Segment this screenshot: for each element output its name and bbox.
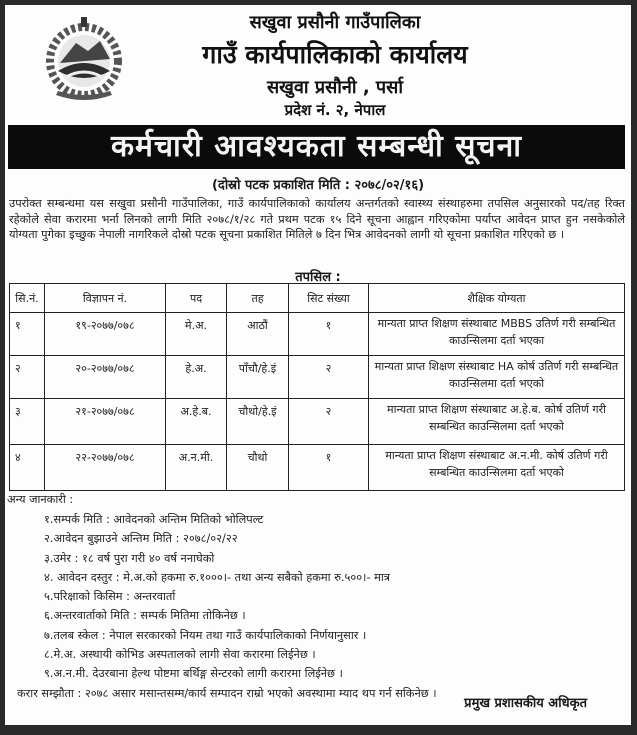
info-item-salary: ७.तलब स्केल : नेपाल सरकारको नियम तथा गाउँ कार्यपालिकाको निर्णयानुसार । bbox=[44, 628, 367, 642]
cell-advertisement-no: २०-२०७७/०७८ bbox=[45, 356, 166, 399]
cell-post: हे.अ. bbox=[166, 356, 227, 399]
contract-terms: करार सम्झौता : २०७८ असार मसान्तसम्म/कार्य सम्पादन राम्रो भएको अवस्थामा म्याद थप गर्न सकिनेछ । bbox=[17, 686, 437, 700]
publication-date: (दोस्रो पटक प्रकाशित मिति : २०७८/०२/१६) bbox=[211, 178, 425, 193]
col-header-advertisement-no: विज्ञापन नं. bbox=[45, 284, 166, 313]
table-row bbox=[10, 313, 625, 356]
col-header-qualification: शैक्षिक योग्यता bbox=[369, 284, 625, 313]
cell-qualification: मान्यता प्राप्त शिक्षण संस्थाबाट HA कोर्ष उतिर्ण गरी सम्बन्धित काउन्सिलमा दर्ता भएको bbox=[369, 356, 625, 399]
info-item-contact-date: १.सम्पर्क मिति : आवेदनको अन्तिम मितिको भोलिपल्ट bbox=[44, 513, 264, 526]
info-item-covid-hospital: ८.मे.अ. अस्थायी कोभिड अस्पतालको लागी सेवा करारमा लिईनेछ । bbox=[44, 648, 316, 662]
info-item-fee: ४. आवेदन दस्तुर : मे.अ.को हकमा रु.१०००।- तथा अन्य सबैको हकमा रु.५००।- मात्र bbox=[44, 570, 391, 584]
cell-seats: १ bbox=[289, 445, 369, 491]
notice-body: उपरोक्त सम्बन्धमा यस सखुवा प्रसौनी गाउँपालिका, गाउँ कार्यपालिकाको कार्यालय अन्तर्गतको स्वास्थ्य संस्थाहरुमा तपसिल अनुसारको पद/तह रिक्त रहेकोले सेवा करारमा भर्ना लिनको लागी मिति २०७८/१/२८ गते प्रथम पटक १५ दिने सूचना आह्वान गरिएकोमा पर्याप्त आवेदन प्राप्त हुन नसकेकोले योग्यता पुगेका इच्छुक नेपाली नागरिकले दोस्रो पटक सूचना प्रकाशित मितिले ७ दिन भित्र आवेदनको लागी यो सूचना प्रकाशित गरिएको छ । bbox=[9, 197, 625, 242]
cell-advertisement-no: २१-२०७७/०७८ bbox=[45, 399, 166, 445]
info-item-exam-type: ५.परिक्षाको किसिम : अन्तरवार्ता bbox=[44, 590, 176, 604]
info-item-interview-date: ६.अन्तरवार्ताको मिति : सम्पर्क मितिमा तोकिनेछ । bbox=[44, 609, 246, 623]
nepal-emblem-icon bbox=[38, 11, 130, 107]
cell-post: अ.हे.ब. bbox=[166, 399, 227, 445]
table-row bbox=[10, 445, 625, 491]
office-name: गाउँ कार्यपालिकाको कार्यालय bbox=[202, 40, 468, 69]
cell-level: आठौं bbox=[227, 313, 289, 356]
signature-chief-officer: प्रमुख प्रशासकीय अधिकृत bbox=[464, 696, 587, 711]
table-header-row bbox=[10, 284, 625, 313]
col-header-sn: सि.नं. bbox=[10, 284, 45, 313]
municipality-name: सखुवा प्रसौनी गाउँपालिका bbox=[249, 12, 421, 33]
cell-sn: ३ bbox=[10, 399, 45, 445]
additional-info-title: अन्य जानकारी : bbox=[7, 493, 74, 506]
info-item-age: ३.उमेर : १८ वर्ष पुरा गरी ४० वर्ष ननाघेको bbox=[44, 551, 215, 565]
cell-qualification: मान्यता प्राप्त शिक्षण संस्थाबाट अ.न.मी. कोर्ष उतिर्ण गरी सम्बन्धित काउन्सिलमा दर्ता भएको bbox=[369, 445, 625, 491]
cell-advertisement-no: १९-२०७७/०७८ bbox=[45, 313, 166, 356]
cell-advertisement-no: २२-२०७७/०७८ bbox=[45, 445, 166, 491]
details-label: तपसिल : bbox=[295, 270, 341, 285]
cell-sn: ४ bbox=[10, 445, 45, 491]
office-location: सखुवा प्रसौनी , पर्सा bbox=[267, 77, 403, 98]
cell-seats: २ bbox=[289, 356, 369, 399]
additional-info bbox=[7, 490, 623, 704]
cell-post: मे.अ. bbox=[166, 313, 227, 356]
notice-title-banner bbox=[8, 125, 625, 169]
cell-seats: १ bbox=[289, 313, 369, 356]
cell-qualification: मान्यता प्राप्त शिक्षण संस्थाबाट अ.हे.ब. कोर्ष उतिर्ण गरी सम्बन्धित काउन्सिलमा दर्ता भएको bbox=[369, 399, 625, 445]
province-line: प्रदेश नं. २, नेपाल bbox=[284, 101, 386, 119]
notice-title: कर्मचारी आवश्यकता सम्बन्धी सूचना bbox=[110, 129, 522, 164]
table-row bbox=[10, 399, 625, 445]
info-item-birthing-center: ९.अ.न.मी. देउरबाना हेल्थ पोष्टमा बर्थिङ्ग सेन्टरको लागी करारमा लिईनेछ । bbox=[44, 667, 343, 681]
info-item-deadline: २.आवेदन बुझाउने अन्तिम मिति : २०७८/०२/२२ bbox=[44, 532, 238, 546]
cell-sn: १ bbox=[10, 313, 45, 356]
col-header-level: तह bbox=[227, 284, 289, 313]
col-header-post: पद bbox=[166, 284, 227, 313]
cell-qualification: मान्यता प्राप्त शिक्षण संस्थाबाट MBBS उतिर्ण गरी सम्बन्धित काउन्सिलमा दर्ता भएका bbox=[369, 313, 625, 356]
cell-level: चौथो bbox=[227, 445, 289, 491]
notice-page bbox=[5, 5, 631, 725]
cell-seats: २ bbox=[289, 399, 369, 445]
table-row bbox=[10, 356, 625, 399]
cell-level: पाँचौ/हे.इं bbox=[227, 356, 289, 399]
cell-level: चौथो/हे.इं bbox=[227, 399, 289, 445]
vacancy-table bbox=[9, 283, 625, 491]
col-header-seats: सिट संख्या bbox=[289, 284, 369, 313]
cell-sn: २ bbox=[10, 356, 45, 399]
cell-post: अ.न.मी. bbox=[166, 445, 227, 491]
